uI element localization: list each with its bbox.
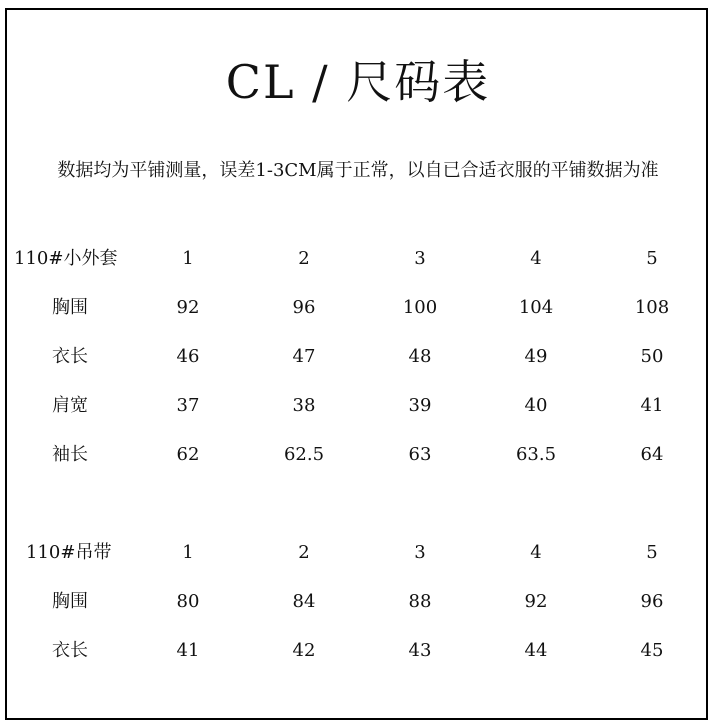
table-header-cell: 2 — [298, 542, 310, 563]
table-cell: 63 — [408, 444, 432, 465]
row-label: 肩宽 — [52, 395, 88, 416]
size-table-jacket — [0, 246, 716, 491]
table-cell: 96 — [640, 591, 664, 612]
row-label: 衣长 — [52, 346, 88, 367]
page-title: CL / 尺码表 — [225, 55, 491, 109]
table-cell: 63.5 — [515, 444, 557, 465]
table-cell: 40 — [524, 395, 548, 416]
table-cell: 41 — [176, 640, 200, 661]
table-row — [0, 393, 716, 442]
table-header-cell: 3 — [414, 542, 426, 563]
table-cell: 80 — [176, 591, 200, 612]
table-cell: 39 — [408, 395, 432, 416]
table-cell: 84 — [292, 591, 316, 612]
table-header-row — [0, 246, 716, 295]
row-label: 胸围 — [52, 591, 88, 612]
size-table-camisole — [0, 540, 716, 687]
table-header-cell: 4 — [530, 542, 542, 563]
table-cell: 104 — [518, 297, 554, 318]
table-cell: 62 — [176, 444, 200, 465]
table-cell: 41 — [640, 395, 664, 416]
table-cell: 92 — [524, 591, 548, 612]
table-header-cell: 110#小外套 — [14, 248, 118, 269]
table-cell: 37 — [176, 395, 200, 416]
table-header-cell: 1 — [182, 248, 194, 269]
table-cell: 64 — [640, 444, 664, 465]
table-cell: 88 — [408, 591, 432, 612]
table-cell: 47 — [292, 346, 316, 367]
table-header-cell: 1 — [182, 542, 194, 563]
table-cell: 100 — [402, 297, 438, 318]
table-row — [0, 295, 716, 344]
table-header-cell: 5 — [646, 248, 658, 269]
table-row — [0, 589, 716, 638]
table-cell: 49 — [524, 346, 548, 367]
table-row — [0, 638, 716, 687]
table-header-cell: 110#吊带 — [26, 542, 112, 563]
table-cell: 92 — [176, 297, 200, 318]
table-row — [0, 442, 716, 491]
table-cell: 48 — [408, 346, 432, 367]
table-header-cell: 5 — [646, 542, 658, 563]
table-cell: 43 — [408, 640, 432, 661]
table-header-cell: 2 — [298, 248, 310, 269]
table-cell: 44 — [524, 640, 548, 661]
table-cell: 42 — [292, 640, 316, 661]
row-label: 胸围 — [52, 297, 88, 318]
table-cell: 108 — [634, 297, 670, 318]
table-row — [0, 344, 716, 393]
measurement-note: 数据均为平铺测量，误差1-3CM属于正常，以自已合适衣服的平铺数据为准 — [57, 160, 659, 181]
table-cell: 46 — [176, 346, 200, 367]
table-header-row — [0, 540, 716, 589]
table-header-cell: 3 — [414, 248, 426, 269]
table-cell: 62.5 — [283, 444, 325, 465]
row-label: 袖长 — [52, 444, 88, 465]
table-cell: 38 — [292, 395, 316, 416]
table-cell: 50 — [640, 346, 664, 367]
row-label: 衣长 — [52, 640, 88, 661]
table-cell: 45 — [640, 640, 664, 661]
table-cell: 96 — [292, 297, 316, 318]
table-header-cell: 4 — [530, 248, 542, 269]
